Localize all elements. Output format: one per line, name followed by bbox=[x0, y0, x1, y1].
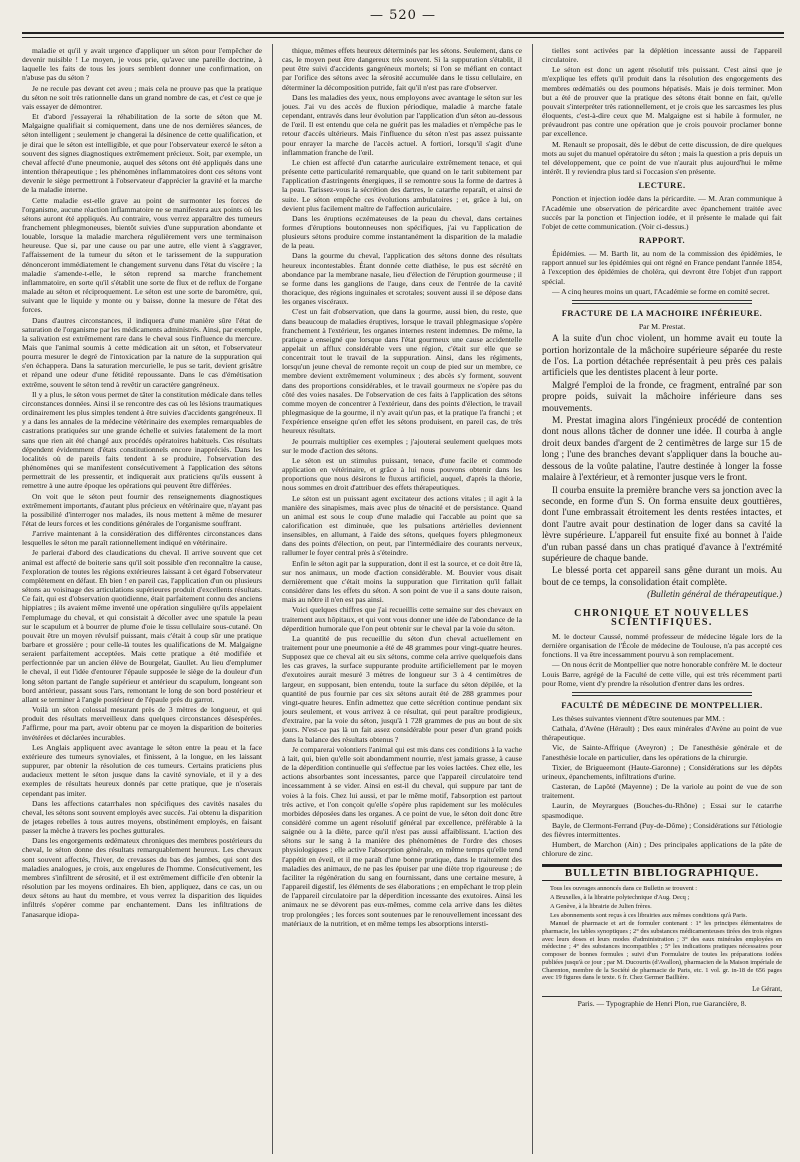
paragraph: Dans d'autres circonstances, il indiquera d'une manière sûre l'état de saturation de l'organisme par les médicaments administrés. Ainsi, par exemple, la salivation est extrêmement rare dans le cheval sous l'influence du mercure. Mais que l'animal soumis à cette médication ait un séton, et l'observateur pourra mesurer le degré de l'intoxication par la nature de la suppuration qui s'en échappera. Dans la saturation mercurielle, le pus se tarit, devient grisâtre et répand une odeur d'une fétidité repoussante. Dans le cas d'émétisation extrême, souvent le séton tend à revêtir un caractère gangréneux. bbox=[22, 315, 262, 389]
thesis-entry: Vic, de Sainte-Affrique (Aveyron) ; De l'anesthésie générale et de l'anesthésie locale en particulier, dans les opérations de la chirurgie. bbox=[542, 743, 782, 762]
thesis-entry: Casteran, de Lapôté (Mayenne) ; De la variole au point de vue de son traitement. bbox=[542, 782, 782, 801]
paragraph: Le séton est un puissant agent excitateur des actions vitales ; il agit à la manière des sinapismes, mais avec plus de ténacité et de persistance. Quand un animal est sous le coup d'une maladie qui l'accable au point que sa calorification est diminuée, que les pulsations artérielles deviennent insensibles, en allumant, à l'aide des sétons, quelques foyers phlegmoneux dans des points d'élection, on peut, par l'intermédiaire des courants nerveux, rallumer le foyer central près à s'éteindre. bbox=[282, 493, 522, 558]
paragraph: tielles sont activées par la déplétion incessante aussi de l'appareil circulatoire. bbox=[542, 46, 782, 65]
paragraph: Les thèses suivantes viennent d'être soutenues par MM. : bbox=[552, 713, 725, 723]
fracture-byline: Par M. Prestat. bbox=[638, 322, 686, 332]
paragraph: M. Prestat imagina alors l'ingénieux procédé de contention dont nous allons tâcher de donner une idée. Il courba à angle droit deux bandes d'argent de 2 centimètres de large sur 15 de long ; l'une des branches devant s'appliquer dans la bouche au-dessous de la voûte palatine, l'autre destinée à longer la fosse malaire à l'extérieur, et à remonter jusque vers le front. bbox=[542, 416, 782, 484]
paragraph: Dans les engorgements œdémateux chroniques des membres postérieurs du cheval, le séton donne des résultats remarquablement heureux. Les chevaux sont souvent affectés, l'hiver, de crevasses du bas des jambes, qui sont des maladies analogues, je crois, aux engelures de l'homme. Consécutivement, les membres s'infiltrent de sérosité, et il est extrêmement difficile d'en obtenir la résolution par les moyens ordinaires. Eh bien, appliquez, dans ce cas, un ou deux sétons au haut du membre, et vous verrez la disparition des liquides infiltrés s'opérer comme par enchantement. Dans les infiltrations de l'anasarque idiopa- bbox=[22, 836, 262, 919]
paragraph: Je comparerai volontiers l'animal qui est mis dans ces conditions à la vache à lait, qui, bien qu'elle soit abondamment nourrie, n'est jamais grasse, à cause de la déperdition continuelle qui s'effectue par les voies lactées. Chez elle, les actions absorbantes sont incessantes, parce que l'appareil circulatoire tend incessamment à se vider. Ainsi en est-il du cheval, qui suppure par tant de voies à la fois. Chez lui aussi, et par le même motif, l'absorption est partout très active, et l'on conçoit qu'elle s'opère plus rapidement sur les molécules morbides déposées dans les organes. A ce point de vue, le séton doit donc être considéré comme un agent résolutif général par excellence, préférable à la saignée ou à la diète, parce qu'il n'est pas aussi affaiblissant. L'action des sétons sur le sang à la manière des phénomènes de l'ordre des choses physiologiques ; elle active l'absorption générale, en même temps qu'elle tend l'appétit en éveil, et il me paraît d'une bonne pratique, dans le traitement des maladies des animaux, de ne pas les épuiser par une diète trop rigoureuse ; de faciliter la régénération du sang en fournissant, dans une certaine mesure, à l'appareil digestif, les éléments de ses élaborations ; en empêchant le trop plein de l'appareil circulatoire par la déperdition incessante des exutoires. Ainsi les animaux ne se dévorent pas eux-mêmes, comme cela arrive dans les diètes trop prolongées ; les forces sont soutenues par le renouvellement incessant des matériaux de la nutrition, et en même temps les absorptions intersti- bbox=[282, 744, 522, 928]
column-divider bbox=[272, 44, 273, 1154]
chronique-heading: CHRONIQUE ET NOUVELLES SCIENTIFIQUES. bbox=[574, 607, 750, 628]
fracture-heading: FRACTURE DE LA MACHOIRE INFÉRIEURE. bbox=[561, 307, 763, 318]
paragraph: Il courba ensuite la première branche vers sa jonction avec la seconde, en forme d'un S. On forma ensuite deux gouttières, dont l'une embrassait étroitement les dents restées intactes, et dont l'autre avait pour destination de loger dans sa cavité la lèvre supérieure. L'appareil fut ensuite fixé au bonnet à l'aide d'un ruban passé dans un chas pratiqué d'avance à l'extrémité supérieure de chaque bande. bbox=[542, 485, 782, 564]
fracture-article bbox=[542, 334, 782, 601]
paragraph: A Genève, à la librairie de Julien frères. bbox=[550, 902, 652, 910]
gerant-signature: Le Gérant, bbox=[752, 984, 782, 993]
paragraph: Tous les ouvrages annoncés dans ce Bulletin se trouvent : bbox=[550, 885, 698, 893]
paragraph: Le chien est affecté d'un catarrhe auriculaire extrêmement tenace, et qui présente cette particularité remarquable, que quand on le tarit subitement par l'application d'astringents énergiques, il se remontre sous la forme de dartres à la peau. Tarissez-vous la sécrétion des dartres, le catarrhe reparaît, et ainsi de suite. Le séton empêche ces évolutions ambulatoires ; et, grâce à lui, on devient plus facilement maître de l'affection auriculaire. bbox=[282, 157, 522, 213]
paragraph: A la suite d'un choc violent, un homme avait eu toute la portion horizontale de la mâchoire supérieure séparée du reste de l'os. La portion détachée représentait à peu près ces palais artificiels que les dentistes placent à leur porte. bbox=[542, 334, 782, 379]
paragraph: On voit que le séton peut fournir des renseignements diagnostiques extrêmement importants, d'autant plus précieux en vétérinaire que, n'ayant pas la possibilité d'interroger nos malades, ils nous mettent à même de mesurer l'état de leurs forces et les conditions générales de l'organisme souffrant. bbox=[22, 491, 262, 528]
paragraph: Malgré l'emploi de la fronde, ce fragment, entraîné par son propre poids, suivait la mâchoire inférieure dans ses mouvements. bbox=[542, 380, 782, 414]
paragraph: — On nous écrit de Montpellier que notre honorable confrère M. le docteur Louis Barre, agrégé de la Faculté de cette ville, qui est très récemment parti pour Rome, vient d'y prendre la résolution d'entrer dans les ordres. bbox=[542, 660, 782, 688]
paragraph: Voici quelques chiffres que j'ai recueillis cette semaine sur des chevaux en traitement aux hôpitaux, et qui vont vous donner une idée de l'abondance de la déperdition humorale que l'on peut obtenir sur le cheval par la voie du séton. bbox=[282, 605, 522, 633]
header-rule bbox=[22, 32, 784, 34]
column-1 bbox=[22, 46, 262, 1151]
paragraph: M. Renault se proposait, dès le début de cette discussion, de dire quelques mots au sujet du manuel opératoire du séton ; mais la question a pris depuis un tel développement, que ce point de vue n'aurait plus aujourd'hui le même intérêt. Il y reviendra plus tard si l'occasion s'en présente. bbox=[542, 139, 782, 177]
paragraph: Voilà un séton colossal mesurant près de 3 mètres de longueur, et qui produit des résultats merveilleux dans quelques circonstances désespérées. J'affirme, pour ma part, avoir obtenu par ce moyen la disparition de boiteries invétérées et déclarées incurables. bbox=[22, 705, 262, 742]
paragraph: C'est un fait d'observation, que dans la gourme, aussi bien, du reste, que dans beaucoup de maladies éruptives, lorsque le travail phlegmasique s'opère franchement à l'extérieur, les organes internes restent indemnes. De même, la pratique a enseigné que lorsque dans l'état gourmeux une cause accidentelle appelait un afflux considérable vers une région, c'était sur elle que se concentrait tout le travail de la suppuration. Ainsi, dans les régiments, lorsqu'un jeune cheval de remonte reçoit un coup de pied sur un membre, ce membre devient extrêmement volumineux ; des abcès s'y forment, souvent dans des proportions considérables, et le travail gourmeux ne s'opère pas du côté des voies nasales. De l'observation de ces faits à l'application des sétons comme moyen de concentrer à l'extérieur, dans des points d'élection, le travail phlegmasique de la gourme, il n'y avait qu'un pas, et la pratique l'a franchi ; et l'expérience enseigne qu'en effet les sétons produisent, en pareil cas, de très heureux résultats. bbox=[282, 307, 522, 436]
paragraph: Le séton est donc un agent résolutif très puissant. C'est ainsi que je m'explique les effets qu'il produit dans la résolution des engorgements des membres œdématiés ou des poumons hépatisés. Mais je dois terminer. Mon but a été de prouver que la pratique des sétons était bonne en fait, qu'elle pouvait s'interpréter très rationnellement, et je crois que les sarcasmes les plus éloquents, c'est-à-dire ceux que M. Malgaigne est si habile à formuler, ne prévaudront pas contre une opération que je crois pouvoir proclamer bonne par excellence. bbox=[542, 65, 782, 139]
paragraph: La quantité de pus recueillie du séton d'un cheval actuellement en traitement pour une pneumonie a été de 48 grammes pour vingt-quatre heures. Supposez que ce cheval ait eu six sétons, comme cela arrive quelquefois dans les cas graves, la surface suppurante produite artificiellement par le moyen d'exutoires aurait mesuré 3 mètres de longueur sur 3 à 4 centimètres de largeur, en supposant, bien entendu, toute la surface du séton dépilée, et la quantité de pus fournie par ces six sétons aurait été de 288 grammes pour vingt-quatre heures. Enfin admettez que cette sécrétion continue pendant six jours seulement, et vous arrivez à ce résultat, qui peut paraître prodigieux, d'extraire, par la voie du séton, jusqu'à 1 728 grammes de pus au bout de six jours. N'est-ce pas là un fait assez considérable pour peser d'un grand poids dans la balance des résultats obtenus ? bbox=[282, 633, 522, 744]
thesis-entry: Tixier, de Brigueemont (Haute-Garonne) ; Considérations sur les dépôts urineux, épanchements, infiltrations d'urine. bbox=[542, 762, 782, 781]
lecture-paragraph: Ponction et injection iodée dans la péricardite. — M. Aran communique à l'Académie une observation de péricardite avec épanchement traitée avec succès par la ponction et l'injection iodée, et il présente le malade qui fait l'objet de cette communication. (Voir ci-dessus.) bbox=[542, 194, 782, 231]
rapport-heading: RAPPORT. bbox=[638, 234, 686, 245]
paragraph: Je ne recule pas devant cet aveu ; mais cela ne prouve pas que la pratique du séton ne soit très rationnelle dans un grand nombre de cas, et c'est ce que je vais essayer de démontrer. bbox=[22, 83, 262, 111]
paragraph: Dans les maladies des yeux, nous employons avec avantage le séton sur les joues. J'ai vu des accès de fluxion périodique, maladie à marche fatale cependant, entravés dans leur évolution par l'application d'un séton au-dessous de l'œil. Il est entendu que cela ne guérit pas les maladies et n'empêche pas le retour d'accès ultérieurs. Mais l'influence du séton n'est pas assez puissante pour enrayer la marche de l'accès actuel. A fortiori, lorsqu'il s'agit d'une inflammation franche de l'œil. bbox=[282, 92, 522, 157]
imprint-line: Paris. — Typographie de Henri Plon, rue Garancière, 8. bbox=[542, 996, 782, 1008]
paragraph: maladie et qu'il y avait urgence d'appliquer un séton pour l'empêcher de devenir nuisible ! Le moyen, je vous prie, qu'avec une pareille doctrine, à laquelle les faits de tous les jours semblent donner une confirmation, on n'abuse pas du séton ? bbox=[22, 46, 262, 83]
thesis-entry: Bayle, de Clermont-Ferrand (Puy-de-Dôme) ; Considérations sur l'étiologie des fièvres intermittentes. bbox=[542, 820, 782, 839]
paragraph: Le séton est un stimulus puissant, tenace, d'une facile et commode application en vétérinaire, et grâce à lui nous pouvons obtenir dans les proportions que nous désirons le fluxus artificiel, auquel, d'après la théorie, nous sommes en droit d'attribuer des effets thérapeutiques. bbox=[282, 455, 522, 493]
column-2 bbox=[282, 46, 522, 1151]
column-3 bbox=[542, 46, 782, 1151]
paragraph: Il y a plus, le séton vous permet de tâter la constitution médicale dans telles circonstances données. Ainsi il se rencontre des cas où les lésions traumatiques ordinairement les plus simples tendent à être suivies d'accidents gangréneux. Il y a dans les annales de la médecine vétérinaire des exemples remarquables de castrations pratiquées sur une grande échelle et suivies fatalement de la mort sans que rien ait été changé aux procédés opératoires habituels. Ces résultats dépendent évidemment d'états constitutionnels encore inappréciés. Dans les localités où de pareils faits tendent à se produire, l'observation des phénomènes qui se manifestent consécutivement à l'application des sétons permettrait de les pressentir, et indiquerait aux praticiens qu'ils eussent à remettre à une autre époque les opérations qui peuvent être différées. bbox=[22, 389, 262, 491]
paragraph: M. le docteur Caussé, nommé professeur de médecine légale lors de la dernière organisation de l'École de médecine de Toulouse, n'a pas accepté ces fonctions. Il va être incessamment pourvu à son remplacement. bbox=[542, 631, 782, 660]
faculte-heading: FACULTÉ DE MÉDECINE DE MONTPELLIER. bbox=[561, 699, 763, 710]
page-number: — 520 — bbox=[369, 8, 437, 23]
paragraph: Je pourrais multiplier ces exemples ; j'ajouterai seulement quelques mots sur le mode d'action des sétons. bbox=[282, 436, 522, 455]
column-divider bbox=[532, 44, 533, 1154]
paragraph: Les Anglais appliquent avec avantage le séton entre la peau et la face extérieure des tumeurs synoviales, et finissent, à la longue, en les laissant suppurer, par obtenir la résolution de ces tumeurs. Certains praticiens plus audacieux mettent le séton jusque dans la cavité synoviale, et il y a des exemples de résultats heureux donnés par cette pratique, que je n'oserais cependant pas imiter. bbox=[22, 742, 262, 798]
paragraph: Le blessé porta cet appareil sans gêne durant un mois. Au bout de ce temps, la consolidation était complète. bbox=[542, 566, 782, 588]
thesis-entry: Laurin, de Meyrargues (Bouches-du-Rhône) ; Essai sur le catarrhe spasmodique. bbox=[542, 801, 782, 820]
bulletin-body bbox=[542, 885, 782, 981]
paragraph: Cette maladie est-elle grave au point de surmonter les forces de l'organisme, aucune réaction inflammatoire ne se manifestera aux points où les sétons auront été appliqués. Au contraire, vous verrez apparaître des tumeurs franchement phlegmoneuses, bientôt suivies d'une suppuration abondante et louable, lorsque la maladie marchera régulièrement vers une terminaison heureuse. Que si, par une cause ou par une autre, elle vient à s'aggraver, l'affaissement de la tumeur du séton et le tarissement de la suppuration dénonceront immédiatement le changement survenu dans l'état du viscère ; la maladie s'amende-t-elle, le séton reprend sa marche franchement inflammatoire, en sorte qu'il s'établit une sorte de flux et de reflux de l'organe malade au séton et réciproquement. Le séton est une sorte de baromètre, qui, suivant que le liquide y monte ou y baisse, donne la mesure de l'état des forces. bbox=[22, 195, 262, 315]
paragraph: J'arrive maintenant à la considération des différentes circonstances dans lesquelles le séton me paraît rationnellement indiqué en vétérinaire. bbox=[22, 529, 262, 548]
header-rule-thin bbox=[22, 37, 784, 38]
paragraph: Manuel de pharmacie et art de formuler contenant : 1° les principes élémentaires de pharmacie, les tables synoptiques ; 2° des substances médicamenteuses tirées des trois règnes avec leurs doses et leurs modes d'administration ; 3° des eaux minérales employées en médecine ; 4° des substances incompatibles ; 5° les indications pratiques nécessaires pour composer de bonnes formules ; suivi d'un Formulaire de toutes les préparations iodées publiées jusqu'à ce jour ; par M. Ducourtis (d'Avallon), pharmacien de la Maison impériale de Charenton, membre de la Société de pharmacie de Paris, etc. 1 vol. gr. in-18 de 656 pages avec 19 figures dans le texte. 6 fr. Chez Germer Baillière. bbox=[542, 920, 782, 982]
paragraph: Enfin le séton agit par la suppuration, dont il est la source, et ce doit être là, sur nos animaux, un mode d'action considérable. M. Bouvier vous disait dernièrement que c'était moins la suppuration que l'irritation qu'il fallait considérer dans les effets du séton. A son point de vue il a sans doute raison, mais au nôtre il n'en est pas ainsi. bbox=[282, 558, 522, 605]
lecture-heading: LECTURE. bbox=[638, 180, 686, 191]
paragraph: Épidémies. — M. Barth lit, au nom de la commission des épidémies, le rapport annuel sur les épidémies qui ont régné en France pendant l'année 1854, à l'exception des épidémies de choléra, qui devront être l'objet d'un rapport spécial. bbox=[542, 249, 782, 286]
paragraph: Les abonnements sont reçus à ces librairies aux mêmes conditions qu'à Paris. bbox=[550, 911, 748, 919]
paragraph: thique, mêmes effets heureux déterminés par les sétons. Seulement, dans ce cas, le moyen peut être dangereux très souvent. Si la suppuration s'établit, il peut être suivi d'accidents gangréneux mortels; si l'on se méfiant en contact par l'orifice des sétons avec la sérosité accumulée dans le tissu cellulaire, en déterminer la décomposition putride, fait qu'il n'est pas rare d'observer. bbox=[282, 46, 522, 92]
paragraph: — A cinq heures moins un quart, l'Académie se forme en comité secret. bbox=[552, 286, 770, 296]
paragraph: Dans la gourme du cheval, l'application des sétons donne des résultats heureux incontestables. Étant donnée cette diathèse, le pus est sécrété en abondance par la membrane nasale, lieu d'élection de l'éruption gourmeuse ; il se forme dans les ganglions de l'auge, dans ceux de l'entrée de la cavité thoracique, des régions inguinales et scrotales; souvent aussi il se dépose dans les organes viscéraux. bbox=[282, 251, 522, 307]
thesis-entry: Cathala, d'Avène (Hérault) ; Des eaux minérales d'Avène au point de vue thérapeutique. bbox=[542, 724, 782, 743]
paragraph: Je parlerai d'abord des claudications du cheval. Il arrive souvent que cet animal est affecté de boiterie sans qu'il soit possible d'en reconnaître la cause, l'exploration de toutes les régions extérieures laissant à cet égard l'observateur complètement en défaut. Eh bien ! en pareil cas, l'application d'un ou plusieurs sétons au voisinage des articulations supérieures produit d'excellents résultats. Ce fait, qui est d'observation quotidienne, était parfaitement connu des anciens hippiatres ; ils avaient même inventé une opération singulière qu'ils appelaient l'emplumage du cheval, et qui consistait à décoller avec une spatule la peau sur le scapulum et à bourrer de plume d'oie le tissu cellulaire sous-cutané. On pouvait être un moyen révulsif puissant, mais c'était à coup sûr une pratique barbare et grossière ; pour celle-là toutes les qualifications de M. Malgaigne seraient parfaitement acceptées. Mais cette pratique a été modifiée et perfectionnée par un ancien élève de Bourgelat, Gaullet. Au lieu d'emplumer le cheval, il eut l'idée d'entourer l'épaule supposée le siège de la douleur d'un long séton partant de l'angle supérieur et antérieur du scapulum, longeant son bord antérieur, passant sous l'ars, remontant le long de son bord postérieur et allant se terminer à l'angle postérieur de l'épaule près du garrot. bbox=[22, 548, 262, 704]
section-divider bbox=[572, 692, 752, 696]
bulletin-heading: BULLETIN BIBLIOGRAPHIQUE. bbox=[542, 864, 782, 881]
paragraph: Et d'abord j'essayerai la réhabilitation de la sorte de séton que M. Malgaigne qualifiait si comiquement, dans une de nos dernières séances, de séton intelligent ; seulement je changerai la désinence de cette qualification, et je dirai que le séton est intelligible, et que pour l'observateur exercé le séton a souvent des signes diagnostiques extrêmement précieux. Soit, par exemple, un cheval affecté d'une pneumonie, auquel des sétons ont été appliqués dans une intention thérapeutique ; les phénomènes inflammatoires dont ces sétons vont devenir le siège permettront à l'observateur d'apprécier la gravité et la marche de la maladie interne. bbox=[22, 112, 262, 195]
newspaper-page bbox=[22, 8, 784, 1158]
paragraph: Dans les éruptions eczémateuses de la peau du cheval, dans certaines formes d'éruptions boutonneuses non spécifiques, j'ai vu l'application de plusieurs sétons produire comme instantanément la disparition de la maladie de la peau. bbox=[282, 213, 522, 251]
section-divider bbox=[572, 300, 752, 304]
thesis-entry: Humbert, de Marchon (Ain) ; Des principales applications de la pâte de chlorure de zinc. bbox=[542, 840, 782, 859]
paragraph: A Bruxelles, à la librairie polytechnique d'Aug. Decq ; bbox=[550, 894, 690, 902]
paragraph: Dans les affections catarrhales non spécifiques des cavités nasales du cheval, les sétons sont souvent employés avec succès. J'ai obtenu la disparition de jetages rebelles à tous autres moyens, obstinément employés, en faisant passer la mèche à travers les poches gutturales. bbox=[22, 798, 262, 836]
fracture-source: (Bulletin général de thérapeutique.) bbox=[647, 590, 782, 601]
